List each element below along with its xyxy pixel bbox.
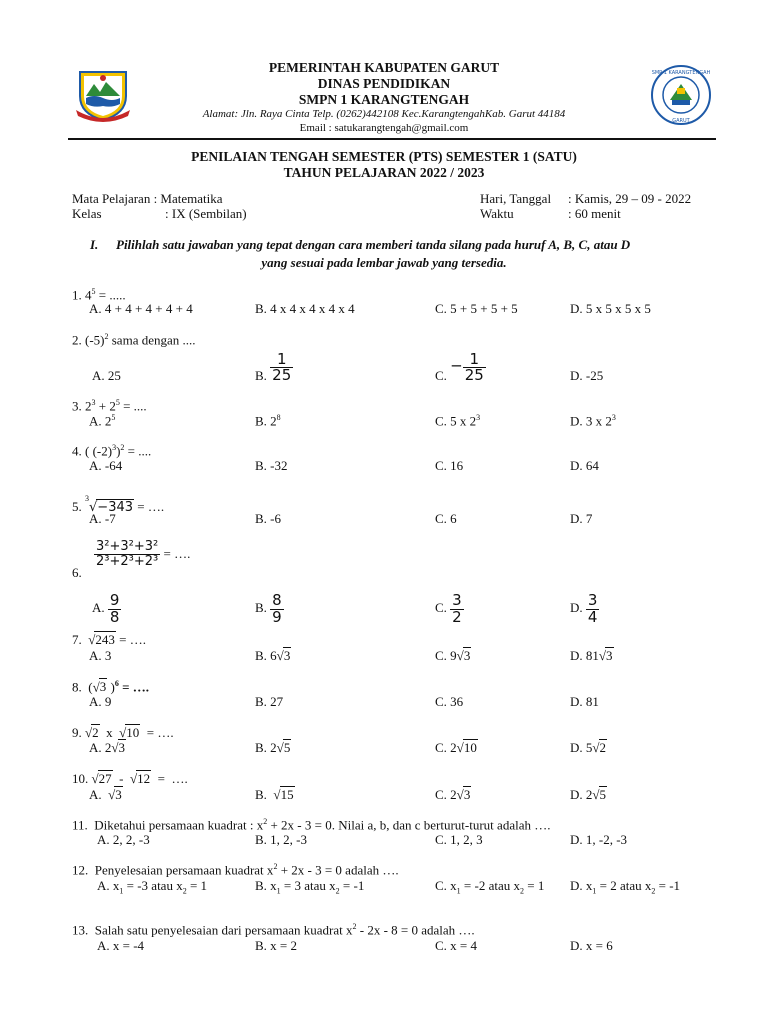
question-2 [72,332,196,348]
q10-radicand1: 27 [98,771,112,786]
q4-option-a[interactable]: A. -64 [89,458,123,473]
radical-icon: √ [108,787,116,802]
subscript: 1 [592,886,597,896]
option-exponent: 3 [476,413,481,422]
q1-equals: = ..... [95,287,126,303]
option-text: D. x [570,878,593,893]
question-13 [72,922,475,938]
option-text: C. 2 [435,787,457,802]
q9-option-a[interactable] [89,740,126,756]
radical-icon: √ [111,740,119,755]
q2-base: (-5) [85,332,105,348]
q2-option-c-letter: C. [435,368,447,383]
q4-number: 4. [72,443,82,459]
radical-icon: √ [89,500,98,515]
school-logo-top-text: SMP 1 KARANGTENGAH [651,70,711,76]
option-radicand: 3 [118,740,126,755]
q6-number: 6. [72,565,82,580]
q8-number: 8. [72,679,82,695]
q6-option-a[interactable] [92,580,121,625]
fraction-numerator: 9 [109,590,120,609]
header-divider [68,138,716,140]
q12-option-a[interactable] [97,878,207,896]
q12-option-d[interactable] [570,878,680,896]
q3-number: 3. [72,398,82,414]
q6-option-c[interactable] [435,580,464,625]
q2-exponent: 2 [104,332,109,341]
q3-term2: + 2 [95,398,116,414]
q10-minus: - [112,771,130,786]
option-text: D. 2 [570,787,593,802]
option-radicand: 3 [606,648,613,663]
q6-fraction [94,540,160,568]
q2-option-b[interactable] [255,346,293,384]
option-text: A. [89,787,109,802]
q10-option-d[interactable] [570,787,607,803]
question-12 [72,862,399,878]
subscript: 2 [335,886,340,896]
subscript: 2 [651,886,656,896]
q3-exp1: 3 [91,398,96,407]
question-7 [72,632,146,648]
q13-option-a[interactable]: A. x = -4 [97,938,145,953]
option-exponent: 8 [276,413,281,422]
subject-label: Mata Pelajaran : Matematika [72,191,223,206]
subscript: 1 [456,886,461,896]
q13-exponent: 2 [352,922,357,931]
q8-option-a[interactable]: A. 9 [89,694,112,709]
q9-number: 9. [72,725,82,740]
q7-number: 7. [72,632,82,647]
q9-equals: = …. [140,725,174,740]
q8-close: ) [107,679,115,695]
q4-base: ( (-2) [85,443,113,459]
fraction-numerator: 3 [452,590,462,609]
q1-base: 4 [85,287,92,303]
fraction-denominator: 2 [452,607,462,626]
q7-option-c[interactable] [435,648,471,664]
q11-option-a[interactable]: A. 2, 2, -3 [97,832,150,847]
q13-number: 13. [72,922,89,938]
q8-radicand: 3 [99,679,107,695]
q6-option-b-fraction [270,590,284,626]
q5-number: 5. [72,499,82,514]
fraction-denominator: 8 [109,607,120,626]
q13-option-b[interactable]: B. x = 2 [255,938,298,953]
radical-icon: √ [92,679,100,695]
q10-equals: = …. [151,771,188,786]
q2-text: sama dengan .... [108,332,196,348]
option-letter: B. [255,600,267,615]
option-text: = -3 atau x [123,878,183,893]
option-text: C. 5 x 2 [435,413,477,429]
option-text: D. 5 [570,740,593,755]
q11-option-d[interactable]: D. 1, -2, -3 [570,832,628,847]
subscript: 2 [519,886,524,896]
option-text: B. 2 [255,740,277,755]
fraction-numerator: 1 [276,349,287,368]
option-letter: D. [570,600,583,615]
option-text: B. [255,787,274,802]
q1-number: 1. [72,287,82,303]
q12-number: 12. [72,862,89,878]
q8-option-b[interactable]: B. 27 [255,694,284,709]
radical-icon: √ [456,787,464,802]
minus-sign: − [450,356,463,375]
option-exponent: 5 [111,413,116,422]
q4-equals: = .... [124,443,152,459]
fraction-denominator: 25 [464,366,484,385]
q6-option-c-fraction [450,590,464,626]
q3-equals: = .... [119,398,147,414]
q12-text-end: + 2x - 3 = 0 adalah …. [277,862,399,878]
q9-times: x [99,725,120,740]
option-text: B. 2 [255,413,277,429]
q6-option-b[interactable] [255,580,284,625]
q12-option-b[interactable] [255,878,364,896]
option-radicand: 10 [463,740,477,755]
q10-option-c[interactable] [435,787,471,803]
header-line3: SMPN 1 KARANGTENGAH [298,92,470,107]
q9-option-d[interactable] [570,740,607,756]
q10-number: 10. [72,771,89,786]
question-8 [72,679,149,695]
option-radicand: 3 [463,787,471,802]
q7-option-d[interactable] [570,648,614,664]
option-text: = -1 [655,878,681,893]
q8-equals: = …. [118,679,149,695]
question-11 [72,817,550,833]
q6-option-d-fraction [586,590,600,626]
option-radicand: 3 [115,787,122,802]
q7-option-a[interactable]: A. 3 [89,648,112,663]
class-value: : IX (Sembilan) [165,206,247,221]
q6-option-a-fraction [108,590,122,626]
q11-text-start: Diketahui persamaan kuadrat : x [94,817,264,833]
option-text: A. 2 [89,413,112,429]
fraction-numerator: 3²+3²+3² [96,539,159,554]
q9-radicand1: 2 [92,725,99,740]
subscript: 1 [276,886,281,896]
q2-option-b-fraction [270,349,293,385]
option-radicand: 3 [463,648,471,663]
q10-option-a[interactable] [89,787,123,803]
q7-equals: = …. [115,632,146,647]
option-text: B. 6 [255,648,277,663]
option-text: C. 2 [435,740,457,755]
q9-radicand2: 10 [126,725,140,740]
q8-open: ( [88,679,93,695]
fraction-numerator: 8 [272,590,282,609]
q3-option-c[interactable] [435,413,480,429]
q4-option-b[interactable]: B. -32 [255,458,288,473]
subscript: 2 [182,886,187,896]
fraction-denominator: 4 [587,607,598,626]
option-text: A. 2 [89,740,112,755]
instruction-line2: yang sesuai pada lembar jawab yang tersedia. [261,255,507,270]
q12-text-start: Penyelesaian persamaan kuadrat x [94,862,274,878]
question-5 [72,494,164,515]
q11-number: 11. [72,817,88,833]
option-text: D. 3 x 2 [570,413,612,429]
option-text: = -1 [339,878,365,893]
q5-option-c[interactable]: C. 6 [435,511,457,526]
q6-option-d[interactable] [570,580,599,625]
q12-exponent: 2 [273,862,278,871]
option-radicand: 5 [283,740,291,755]
radical-icon: √ [85,725,93,740]
radical-icon: √ [456,740,464,755]
q8-option-c[interactable]: C. 36 [435,694,464,709]
option-radicand: 3 [283,648,291,663]
q2-option-d[interactable]: D. -25 [570,368,604,383]
fraction-numerator: 3 [587,590,598,609]
radical-icon: √ [129,771,138,786]
exam-title: PENILAIAN TENGAH SEMESTER (PTS) SEMESTER 1 (SATU) [191,149,577,164]
radical-icon: √ [273,787,281,802]
q8-exponent: 6 [114,679,119,688]
option-text: = -2 atau x [460,878,520,893]
header-address: Alamat: Jln. Raya Cinta Telp. (0262)442108 Kec.KarangtengahKab. Garut 44184 [202,108,566,120]
fraction-denominator: 2³+2³+2³ [96,553,159,569]
radical-icon: √ [598,648,607,663]
q5-radicand: −343 [97,500,134,515]
instruction-line1: Pilihlah satu jawaban yang tepat dengan cara memberi tanda silang pada huruf A, B, C, atau D [116,237,631,252]
q2-option-c[interactable] [435,346,486,384]
q11-option-b[interactable]: B. 1, 2, -3 [255,832,307,847]
q13-text-end: - 2x - 8 = 0 adalah …. [356,922,475,938]
fraction-numerator: 1 [469,349,480,368]
q6-equals: = …. [160,546,191,562]
option-text: = 1 [523,878,545,893]
q13-option-c[interactable]: C. x = 4 [435,938,478,953]
question-3 [72,398,147,414]
q1-option-c[interactable]: C. 5 + 5 + 5 + 5 [435,301,518,316]
q2-number: 2. [72,332,82,348]
radical-icon: √ [91,771,99,786]
option-text: B. x [255,878,277,893]
q7-radicand: 243 [95,632,115,647]
q11-option-c[interactable]: C. 1, 2, 3 [435,832,483,847]
q4-option-d[interactable]: D. 64 [570,458,599,473]
question-6 [94,540,190,568]
q3-option-a[interactable] [89,413,115,429]
q5-option-a[interactable]: A. -7 [89,511,116,526]
header-line2: DINAS PENDIDIKAN [317,76,451,91]
q4-option-c[interactable]: C. 16 [435,458,464,473]
q5-equals: = …. [134,499,165,514]
option-text: = 1 [186,878,208,893]
instruction-number: I. [90,237,99,252]
subscript: 1 [119,886,124,896]
q5-option-b[interactable]: B. -6 [255,511,281,526]
option-text: = 2 atau x [596,878,652,893]
header-line1: PEMERINTAH KABUPATEN GARUT [268,60,500,75]
class-label: Kelas [72,206,102,221]
day-label: Hari, Tanggal [480,191,552,206]
q1-exponent: 5 [91,287,96,296]
q5-option-d[interactable]: D. 7 [570,511,593,526]
q4-exp2: 2 [120,443,125,452]
radical-icon: √ [119,725,127,740]
option-exponent: 3 [611,413,616,422]
q1-option-b[interactable]: B. 4 x 4 x 4 x 4 x 4 [255,301,355,316]
q1-option-a[interactable]: A. 4 + 4 + 4 + 4 + 4 [89,301,193,316]
question-4 [72,443,151,459]
day-value: : Kamis, 29 – 09 - 2022 [568,191,692,206]
time-label: Waktu [480,206,514,221]
q7-option-b[interactable] [255,648,291,664]
option-text: = 3 atau x [280,878,336,893]
q13-text-start: Salah satu penyelesaian dari persamaan kuadrat x [94,922,353,938]
q12-option-c[interactable] [435,878,544,896]
question-10 [72,771,188,787]
option-text: A. x [97,878,120,893]
radical-icon: √ [592,787,600,802]
q11-text-end: + 2x - 3 = 0. Nilai a, b, dan c berturut-turut adalah …. [267,817,551,833]
q10-option-b[interactable] [255,787,295,803]
radical-icon: √ [592,740,600,755]
q2-option-c-fraction [463,349,486,385]
radical-icon: √ [88,632,96,647]
fraction-denominator: 9 [272,607,282,626]
option-radicand: 5 [599,787,607,802]
option-radicand: 15 [280,787,294,802]
q8-option-d[interactable]: D. 81 [570,694,599,709]
radical-icon: √ [276,740,284,755]
q3-term1: 2 [85,398,92,414]
q3-exp2: 5 [115,398,120,407]
q3-option-d[interactable] [570,413,616,429]
exam-year: TAHUN PELAJARAN 2022 / 2023 [283,165,485,180]
q2-option-b-letter: B. [255,368,267,383]
q9-option-b[interactable] [255,740,291,756]
option-text: C. x [435,878,457,893]
radical-icon: √ [276,648,284,663]
school-logo-bottom-text: GARUT [672,118,690,124]
q3-option-b[interactable] [255,413,281,429]
fraction-denominator: 25 [272,366,292,385]
q1-option-d[interactable]: D. 5 x 5 x 5 x 5 [570,301,651,316]
option-radicand: 2 [599,740,607,755]
q11-exponent: 2 [263,817,268,826]
header-email: Email : satukarangtengah@gmail.com [299,122,469,134]
q10-radicand2: 12 [137,771,151,786]
q2-option-a[interactable]: A. 25 [92,368,121,383]
q13-option-d[interactable]: D. x = 6 [570,938,613,953]
option-text: D. 81 [570,648,599,663]
q4-close: ) [116,443,121,459]
q9-option-c[interactable] [435,740,478,756]
time-value: : 60 menit [568,206,621,221]
radical-icon: √ [456,648,464,663]
option-text: C. 9 [435,648,457,663]
option-letter: C. [435,600,447,615]
root-index: 3 [85,494,89,503]
q4-exp1: 3 [112,443,117,452]
option-letter: A. [92,600,105,615]
